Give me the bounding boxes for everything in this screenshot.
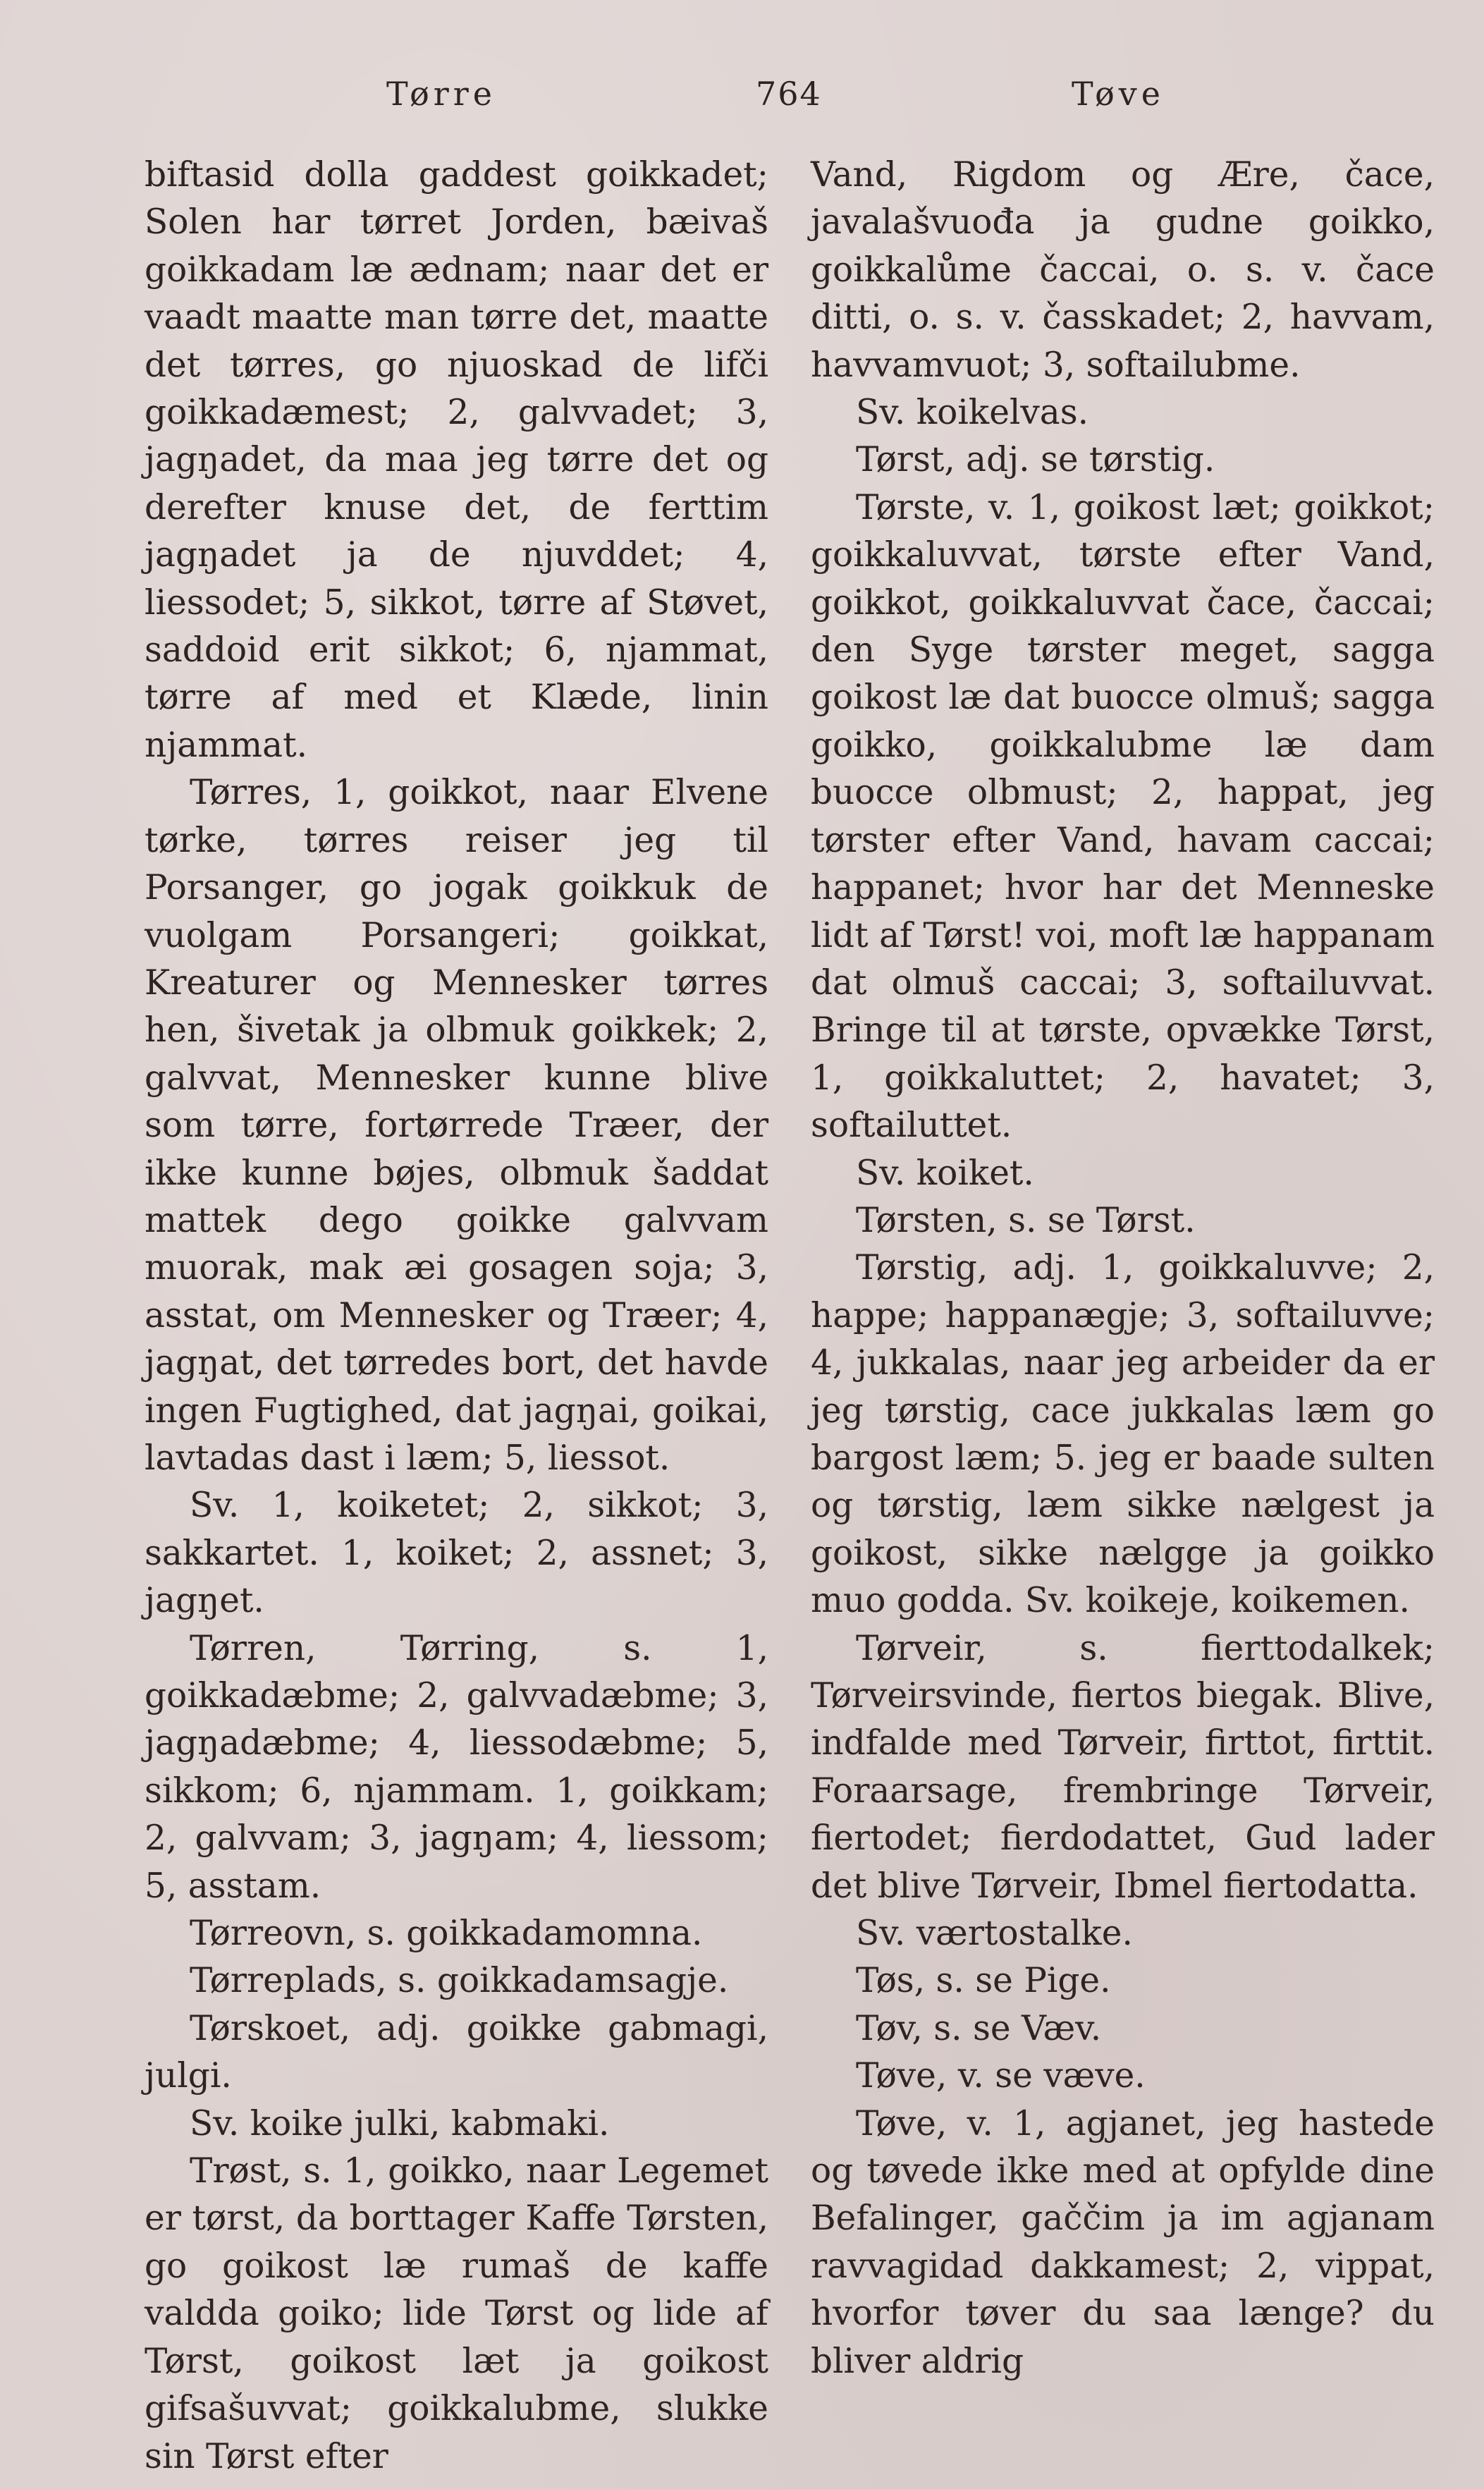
right-paragraph: Tøve, v. 1, agjanet, jeg hastede og tøvede ikke med at opfylde dine Befalinger, gaččim ja im agjanam ravvagidad dakkamest; 2, vippat, hvorfor tøver du saa længe? du bliver aldrig	[811, 2103, 1435, 2381]
right-column	[811, 152, 1435, 2385]
right-paragraph: Sv. værtostalke.	[856, 1914, 1133, 1954]
right-paragraph: Tørstig, adj. 1, goikkaluvve; 2, happe; happanægje; 3, softailuvve; 4, jukkalas, naar jeg arbeider da er jeg tørstig, cace jukkalas læm go bargost læm; 5. jeg er baade sulten og tørstig, læm sikke nælgest ja goikost, sikke nælgge ja goikko muo godda. Sv. koikeje, koikemen.	[811, 1248, 1435, 1621]
left-paragraph: Tørren, Tørring, s. 1, goikkadæbme; 2, galvvadæbme; 3, jagŋadæbme; 4, liessodæbme; 5, sikkom; 6, njammam. 1, goikkam; 2, galvvam; 3, jagŋam; 4, liessom; 5, asstam.	[145, 1628, 768, 1906]
left-paragraph: Tørreplads, s. goikkadamsagje.	[190, 1961, 729, 2001]
right-paragraph: Tøs, s. se Pige.	[856, 1961, 1111, 2001]
header-left-guide-word: Tørre	[386, 75, 497, 113]
header-right-guide-word: Tøve	[1072, 75, 1165, 113]
right-paragraph: Tøve, v. se væve.	[856, 2056, 1146, 2096]
left-column	[145, 152, 768, 2481]
right-paragraph: Tørsten, s. se Tørst.	[856, 1200, 1196, 1240]
left-paragraph: Sv. koike julki, kabmaki.	[190, 2103, 610, 2144]
right-paragraph: Sv. koikelvas.	[856, 393, 1089, 433]
left-paragraph: Tørres, 1, goikkot, naar Elvene tørke, tørres reiser jeg til Porsanger, go jogak goikkuk de vuolgam Porsangeri; goikkat, Kreaturer og Mennesker tørres hen, šivetak ja olbmuk goikkek; 2, galvvat, Mennesker kunne blive som tørre, fortørrede Træer, der ikke kunne bøjes, olbmuk šaddat mattek dego goikke galvvam muorak, mak æi gosagen soja; 3, asstat, om Mennesker og Træer; 4, jagŋat, det tørredes bort, det havde ingen Fugtighed, dat jagŋai, goikai, lavtadas dast i læm; 5, liessot.	[145, 773, 768, 1478]
right-paragraph: Tøv, s. se Væv.	[856, 2008, 1102, 2048]
left-paragraph: biftasid dolla gaddest goikkadet; Solen har tørret Jorden, bæivaš goikkadam læ ædnam; naar det er vaadt maatte man tørre det, maatte det tørres, go njuoskad de lifči goikkadæmest; 2, galvvadet; 3, jagŋadet, da maa jeg tørre det og derefter knuse det, de ferttim jagŋadet ja de njuvddet; 4, liessodet; 5, sikkot, tørre af Støvet, saddoid erit sikkot; 6, njammat, tørre af med et Klæde, linin njammat.	[145, 155, 768, 765]
page-header	[0, 65, 1484, 128]
left-paragraph: Trøst, s. 1, goikko, naar Legemet er tørst, da borttager Kaffe Tørsten, go goikost læ rumaš de kaffe valdda goiko; lide Tørst og lide af Tørst, goikost læt ja goikost gifsašuvvat; goikkalubme, slukke sin Tørst efter	[145, 2151, 768, 2476]
left-paragraph: Tørreovn, s. goikkadamomna.	[190, 1914, 703, 1954]
right-paragraph: Tørveir, s. fierttodalkek; Tørveirsvinde, fiertos biegak. Blive, indfalde med Tørveir, firttot, firttit. Foraarsage, frembringe Tørveir, fiertodet; fierdodattet, Gud lader det blive Tørveir, Ibmel fiertodatta.	[811, 1628, 1435, 1906]
right-paragraph: Tørst, adj. se tørstig.	[856, 440, 1215, 480]
page-number: 764	[756, 75, 822, 113]
left-paragraph: Tørskoet, adj. goikke gabmagi, julgi.	[145, 2008, 768, 2096]
left-paragraph: Sv. 1, koiketet; 2, sikkot; 3, sakkartet. 1, koiket; 2, assnet; 3, jagŋet.	[145, 1486, 768, 1621]
right-paragraph: Vand, Rigdom og Ære, čace, javalašvuođa ja gudne goikko, goikkalůme čaccai, o. s. v. čace ditti, o. s. v. časskadet; 2, havvam, havvamvuot; 3, softailubme.	[811, 155, 1435, 385]
right-paragraph: Tørste, v. 1, goikost læt; goikkot; goikkaluvvat, tørste efter Vand, goikkot, goikkaluvvat čace, čaccai; den Syge tørster meget, sagga goikost læ dat buocce olmuš; sagga goikko, goikkalubme læ dam buocce olbmust; 2, happat, jeg tørster efter Vand, havam caccai; happanet; hvor har det Menneske lidt af Tørst! voi, moft læ happanam dat olmuš caccai; 3, softailuvvat. Bringe til at tørste, opvække Tørst, 1, goikkaluttet; 2, havatet; 3, softailuttet.	[811, 487, 1435, 1146]
right-paragraph: Sv. koiket.	[856, 1153, 1034, 1193]
